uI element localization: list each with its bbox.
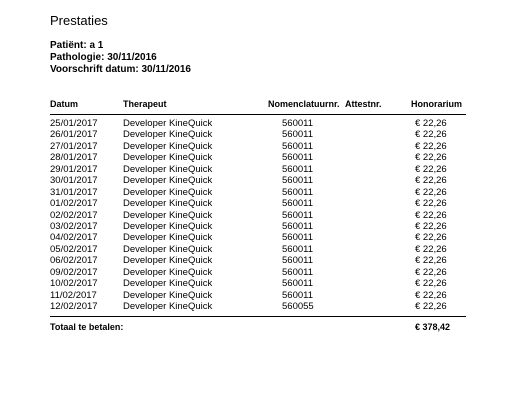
cell-honorarium: € 22,26 — [415, 289, 447, 301]
cell-therapeut: Developer KineQuick — [123, 129, 213, 141]
total-value: € 378,42 — [415, 322, 451, 332]
table-row — [0, 301, 518, 312]
cell-honorarium: € 22,26 — [415, 163, 447, 175]
cell-nomenclatuur: 560011 — [282, 278, 313, 290]
cell-honorarium: € 22,26 — [415, 140, 447, 152]
cell-nomenclatuur: 560011 — [282, 186, 313, 198]
cell-datum: 04/02/2017 — [50, 232, 98, 244]
cell-nomenclatuur: 560011 — [282, 152, 313, 164]
header-nomenclatuur: Nomenclatuurnr. — [268, 99, 340, 109]
cell-nomenclatuur: 560011 — [282, 209, 313, 221]
cell-nomenclatuur: 560011 — [282, 266, 313, 278]
cell-therapeut: Developer KineQuick — [123, 266, 213, 278]
header-divider — [50, 114, 466, 115]
cell-honorarium: € 22,26 — [415, 198, 447, 210]
cell-therapeut: Developer KineQuick — [123, 278, 213, 290]
cell-datum: 12/02/2017 — [50, 301, 98, 312]
cell-datum: 03/02/2017 — [50, 220, 98, 232]
cell-therapeut: Developer KineQuick — [123, 163, 213, 175]
cell-datum: 02/02/2017 — [50, 209, 98, 221]
cell-datum: 27/01/2017 — [50, 140, 98, 152]
pathologie-line: Pathologie: 30/11/2016 — [50, 52, 157, 63]
cell-therapeut: Developer KineQuick — [123, 243, 213, 255]
table-row — [0, 278, 518, 289]
cell-nomenclatuur: 560011 — [282, 289, 313, 301]
table-row — [0, 221, 518, 232]
cell-therapeut: Developer KineQuick — [123, 289, 213, 301]
patient-info — [50, 40, 191, 76]
cell-honorarium: € 22,26 — [415, 243, 447, 255]
cell-nomenclatuur: 560011 — [282, 140, 313, 152]
cell-honorarium: € 22,26 — [415, 255, 447, 267]
cell-therapeut: Developer KineQuick — [123, 198, 213, 210]
table-row — [0, 210, 518, 221]
header-therapeut: Therapeut — [123, 99, 167, 109]
cell-honorarium: € 22,26 — [415, 129, 447, 141]
table-row — [0, 164, 518, 175]
header-honorarium: Honorarium — [411, 99, 463, 109]
cell-datum: 25/01/2017 — [50, 118, 98, 129]
cell-nomenclatuur: 560011 — [282, 163, 313, 175]
page-title: Prestaties — [50, 13, 108, 28]
patient-line: Patiënt: a 1 — [50, 40, 104, 51]
table-row — [0, 198, 518, 209]
cell-therapeut: Developer KineQuick — [123, 232, 213, 244]
table-row — [0, 232, 518, 243]
cell-datum: 06/02/2017 — [50, 255, 98, 267]
cell-honorarium: € 22,26 — [415, 152, 447, 164]
cell-nomenclatuur: 560011 — [282, 220, 313, 232]
total-label: Totaal te betalen: — [50, 322, 124, 332]
table-row — [0, 255, 518, 266]
table-row — [0, 152, 518, 163]
total-divider — [50, 316, 466, 317]
cell-honorarium: € 22,26 — [415, 209, 447, 221]
header-datum: Datum — [50, 99, 79, 109]
cell-datum: 05/02/2017 — [50, 243, 98, 255]
cell-therapeut: Developer KineQuick — [123, 220, 213, 232]
cell-therapeut: Developer KineQuick — [123, 255, 213, 267]
cell-honorarium: € 22,26 — [415, 301, 447, 312]
cell-honorarium: € 22,26 — [415, 186, 447, 198]
header-attest: Attestnr. — [345, 99, 382, 109]
cell-therapeut: Developer KineQuick — [123, 186, 213, 198]
cell-honorarium: € 22,26 — [415, 175, 447, 187]
cell-datum: 11/02/2017 — [50, 289, 97, 301]
table-row — [0, 290, 518, 301]
table-row — [0, 187, 518, 198]
cell-therapeut: Developer KineQuick — [123, 209, 213, 221]
table-row — [0, 244, 518, 255]
cell-honorarium: € 22,26 — [415, 278, 447, 290]
cell-datum: 09/02/2017 — [50, 266, 98, 278]
cell-nomenclatuur: 560055 — [282, 301, 314, 312]
cell-therapeut: Developer KineQuick — [123, 152, 213, 164]
table-row — [0, 129, 518, 140]
cell-honorarium: € 22,26 — [415, 266, 447, 278]
voorschrift-line: Voorschrift datum: 30/11/2016 — [50, 64, 191, 75]
cell-therapeut: Developer KineQuick — [123, 140, 213, 152]
cell-datum: 01/02/2017 — [50, 198, 98, 210]
cell-nomenclatuur: 560011 — [282, 129, 313, 141]
prestaties-table — [0, 118, 518, 312]
cell-nomenclatuur: 560011 — [282, 198, 313, 210]
cell-nomenclatuur: 560011 — [282, 255, 313, 267]
cell-therapeut: Developer KineQuick — [123, 175, 213, 187]
table-row — [0, 118, 518, 129]
cell-honorarium: € 22,26 — [415, 118, 447, 129]
cell-therapeut: Developer KineQuick — [123, 301, 213, 312]
table-row — [0, 141, 518, 152]
table-row — [0, 175, 518, 186]
cell-datum: 29/01/2017 — [50, 163, 98, 175]
cell-nomenclatuur: 560011 — [282, 243, 313, 255]
cell-nomenclatuur: 560011 — [282, 175, 313, 187]
cell-datum: 26/01/2017 — [50, 129, 98, 141]
cell-nomenclatuur: 560011 — [282, 118, 313, 129]
cell-datum: 28/01/2017 — [50, 152, 98, 164]
cell-honorarium: € 22,26 — [415, 220, 447, 232]
cell-datum: 30/01/2017 — [50, 175, 98, 187]
table-row — [0, 267, 518, 278]
cell-datum: 31/01/2017 — [50, 186, 98, 198]
cell-datum: 10/02/2017 — [50, 278, 98, 290]
cell-honorarium: € 22,26 — [415, 232, 447, 244]
cell-nomenclatuur: 560011 — [282, 232, 313, 244]
cell-therapeut: Developer KineQuick — [123, 118, 213, 129]
